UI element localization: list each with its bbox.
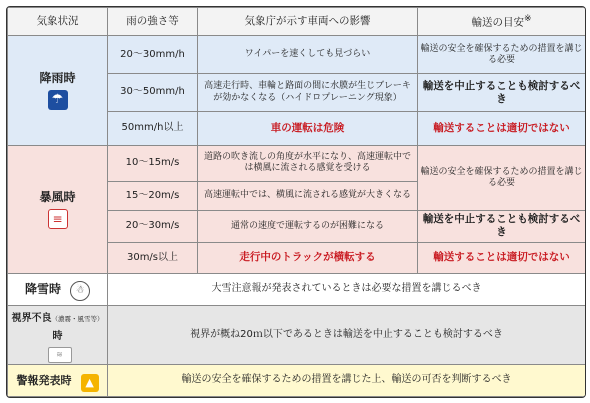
visibility-label-main: 視界不良 <box>11 313 52 325</box>
visibility-text: 視界が概ね20ｍ以下であるときは輸送を中止することも検討するべき <box>108 305 586 365</box>
wind-effect-4: 走行中のトラックが横転する <box>198 242 418 274</box>
warning-label: 警報発表時 <box>16 373 72 387</box>
visibility-label <box>10 307 105 342</box>
warning-text: 輸送の安全を確保するための措置を講じた上、輸送の可否を判断するべき <box>108 365 586 397</box>
wind-effect-2: 高速運転中では、横風に流される感覚が大きくなる <box>198 181 418 210</box>
header-condition: 気象状況 <box>8 8 108 36</box>
rain-strength-1: 20～30mm/h <box>108 36 198 74</box>
snowman-icon: ☃ <box>70 281 90 301</box>
warning-condition-cell <box>8 365 108 397</box>
visibility-row <box>8 305 586 365</box>
warning-row <box>8 365 586 397</box>
wind-strength-2: 15～20m/s <box>108 181 198 210</box>
snow-text: 大雪注意報が発表されているときは必要な措置を講じるべき <box>108 274 586 306</box>
wind-strength-3: 20～30m/s <box>108 211 198 243</box>
header-row <box>8 8 586 36</box>
rain-label: 降雨時 <box>39 71 76 86</box>
header-guide <box>418 8 586 36</box>
wind-effect-1: 道路の吹き流しの角度が水平になり、高速運転中では横風に流される感覚を受ける <box>198 145 418 181</box>
wind-condition-cell <box>8 145 108 273</box>
header-guide-label: 輸送の目安 <box>471 16 524 29</box>
wind-strength-4: 30m/s以上 <box>108 242 198 274</box>
rain-guide-1: 輸送の安全を確保するための措置を講じる必要 <box>418 36 586 74</box>
rain-guide-3: 輸送することは適切ではない <box>418 112 586 146</box>
umbrella-icon: ☂ <box>48 90 68 110</box>
header-effect: 気象庁が示す車両への影響 <box>198 8 418 36</box>
snow-row <box>8 274 586 306</box>
wind-guide-3: 輸送を中止することも検討するべき <box>418 211 586 243</box>
rain-effect-3: 車の運転は危険 <box>198 112 418 146</box>
fog-icon: ≋ <box>48 347 72 363</box>
header-guide-mark: ※ <box>523 13 532 24</box>
visibility-condition-cell <box>8 305 108 365</box>
wind-label: 暴風時 <box>39 189 76 204</box>
snow-condition-cell <box>8 274 108 306</box>
wind-guide-shared: 輸送の安全を確保するための措置を講じる必要 <box>418 145 586 210</box>
rain-effect-2: 高速走行時、車輪と路面の間に水膜が生じブレーキが効かなくなる（ハイドロプレーニング現象） <box>198 74 418 112</box>
weather-transport-table-frame <box>6 6 586 398</box>
rain-condition-cell <box>8 36 108 145</box>
rain-row-1 <box>8 36 586 74</box>
visibility-label-suffix: 時 <box>52 330 63 342</box>
windsock-icon: ≡ <box>48 209 68 229</box>
alarm-bell-icon: ▲ <box>81 374 99 392</box>
rain-guide-2: 輸送を中止することも検討するべき <box>418 74 586 112</box>
rain-strength-2: 30～50mm/h <box>108 74 198 112</box>
rain-strength-3: 50mm/h以上 <box>108 112 198 146</box>
header-strength: 雨の強さ等 <box>108 8 198 36</box>
wind-row-1 <box>8 145 586 181</box>
wind-effect-3: 通常の速度で運転するのが困難になる <box>198 211 418 243</box>
wind-guide-4: 輸送することは適切ではない <box>418 242 586 274</box>
weather-transport-table <box>7 7 586 397</box>
snow-label: 降雪時 <box>24 281 61 296</box>
visibility-label-note: （濃霧・風雪等） <box>51 315 104 324</box>
wind-strength-1: 10～15m/s <box>108 145 198 181</box>
rain-effect-1: ワイパーを速くしても見づらい <box>198 36 418 74</box>
